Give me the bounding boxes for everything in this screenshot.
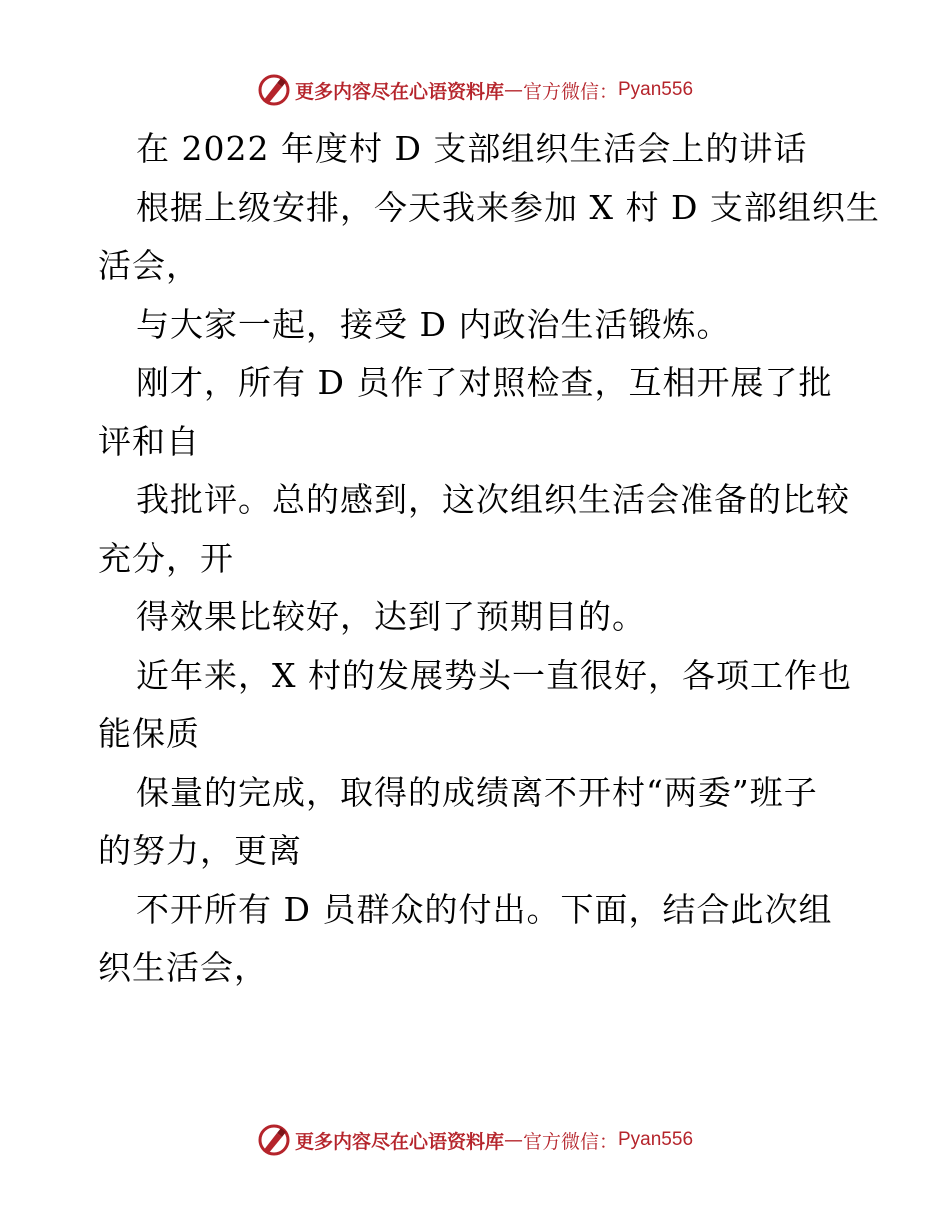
banner-text: 更多内容尽在心语资料库 — [294, 80, 504, 103]
paragraph-line: 充分，开 — [98, 538, 234, 578]
paragraph-line: 活会， — [98, 246, 200, 285]
paragraph-line: 根据上级安排，今天我来参加 X 村 D 支部组织生 — [136, 187, 880, 227]
header-watermark — [0, 70, 950, 110]
paragraph-line: 评和自 — [98, 421, 200, 461]
paragraph-line: 近年来，X 村的发展势头一直很好，各项工作也 — [136, 655, 852, 695]
banner-wechat-id: Pyan556 — [618, 79, 694, 100]
banner-separator: — — [503, 1129, 523, 1151]
banner-separator: — — [503, 79, 523, 101]
paragraph-line: 保量的完成，取得的成绩离不开村“两委”班子 — [136, 772, 818, 812]
paragraph-line: 不开所有 D 员群众的付出。下面，结合此次组 — [136, 889, 833, 929]
paragraph-line: 与大家一起，接受 D 内政治生活锻炼。 — [136, 304, 731, 344]
paragraph-line: 能保质 — [98, 714, 200, 753]
document-body — [98, 120, 880, 998]
paragraph-line: 织生活会， — [98, 948, 268, 987]
document-title: 在 2022 年度村 D 支部组织生活会上的讲话 — [136, 129, 808, 168]
pen-logo-icon — [257, 1123, 291, 1157]
paragraph-line: 得效果比较好，达到了预期目的。 — [136, 597, 646, 636]
paragraph-line: 我批评。总的感到，这次组织生活会准备的比较 — [136, 480, 850, 519]
banner-text: 更多内容尽在心语资料库 — [294, 1130, 504, 1153]
paragraph-line: 的努力，更离 — [98, 831, 302, 870]
footer-watermark — [0, 1120, 950, 1160]
banner-wechat-label: 官方微信： — [522, 1130, 618, 1153]
paragraph-line: 刚才，所有 D 员作了对照检查，互相开展了批 — [136, 363, 833, 402]
pen-logo-icon — [257, 73, 291, 107]
banner-wechat-id: Pyan556 — [618, 1129, 694, 1150]
banner-wechat-label: 官方微信： — [522, 80, 618, 103]
